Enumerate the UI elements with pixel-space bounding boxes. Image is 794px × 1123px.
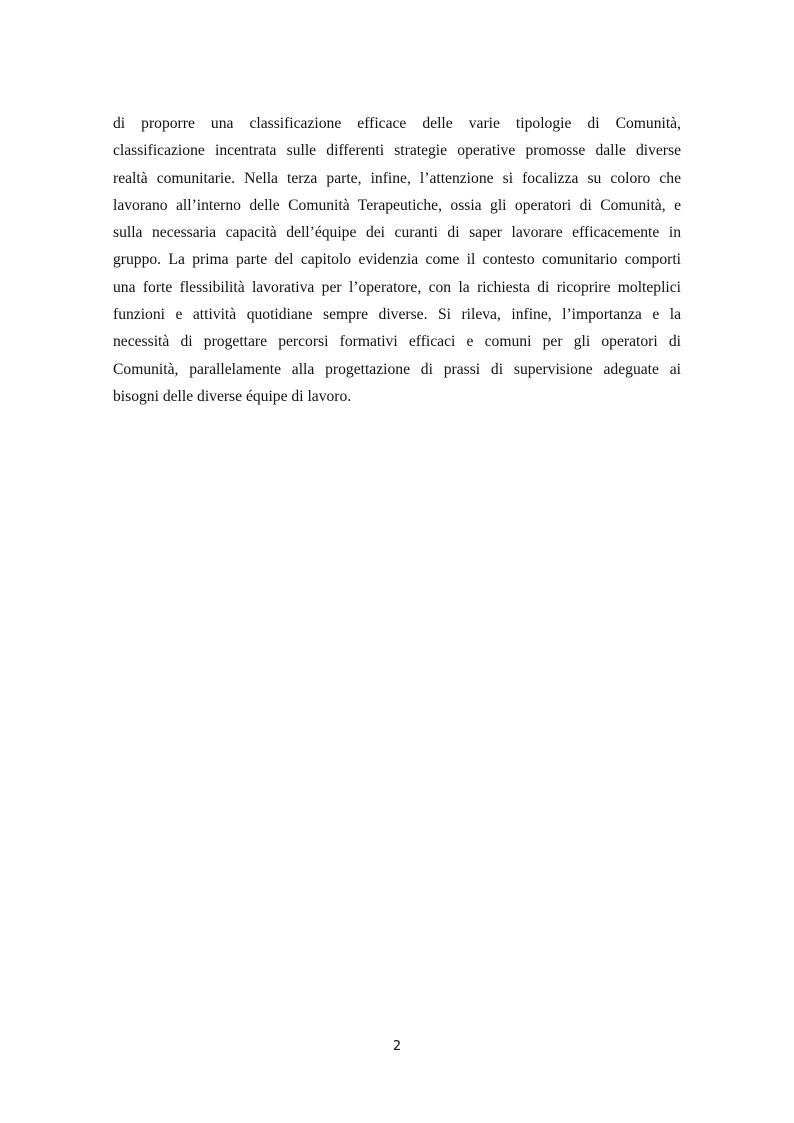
paragraph-line: di proporre una classificazione efficace delle varie tipologie di Comunità, [113,115,681,132]
paragraph-line: una forte flessibilità lavorativa per l’operatore, con la richiesta di ricoprire molteplici [113,278,681,296]
paragraph-line: funzioni e attività quotidiane sempre diverse. Si rileva, infine, l’importanza e la [113,306,681,324]
page-number: 2 [392,1039,402,1054]
paragraph-line: lavorano all’interno delle Comunità Terapeutiche, ossia gli operatori di Comunità, e [113,196,681,214]
paragraph-line: sulla necessaria capacità dell’équipe dei curanti di saper lavorare efficacemente in [113,224,681,242]
paragraph-line: gruppo. La prima parte del capitolo evidenzia come il contesto comunitario comporti [113,251,681,269]
paragraph-line: realtà comunitarie. Nella terza parte, infine, l’attenzione si focalizza su coloro che [113,169,681,187]
paragraph-line: classificazione incentrata sulle differenti strategie operative promosse dalle diverse [113,142,681,160]
paragraph-line: bisogni delle diverse équipe di lavoro. [113,387,352,405]
paragraph-line: necessità di progettare percorsi formativi efficaci e comuni per gli operatori di [113,333,681,351]
body-paragraph [113,110,681,410]
paragraph-line: Comunità, parallelamente alla progettazione di prassi di supervisione adeguate ai [113,360,681,378]
